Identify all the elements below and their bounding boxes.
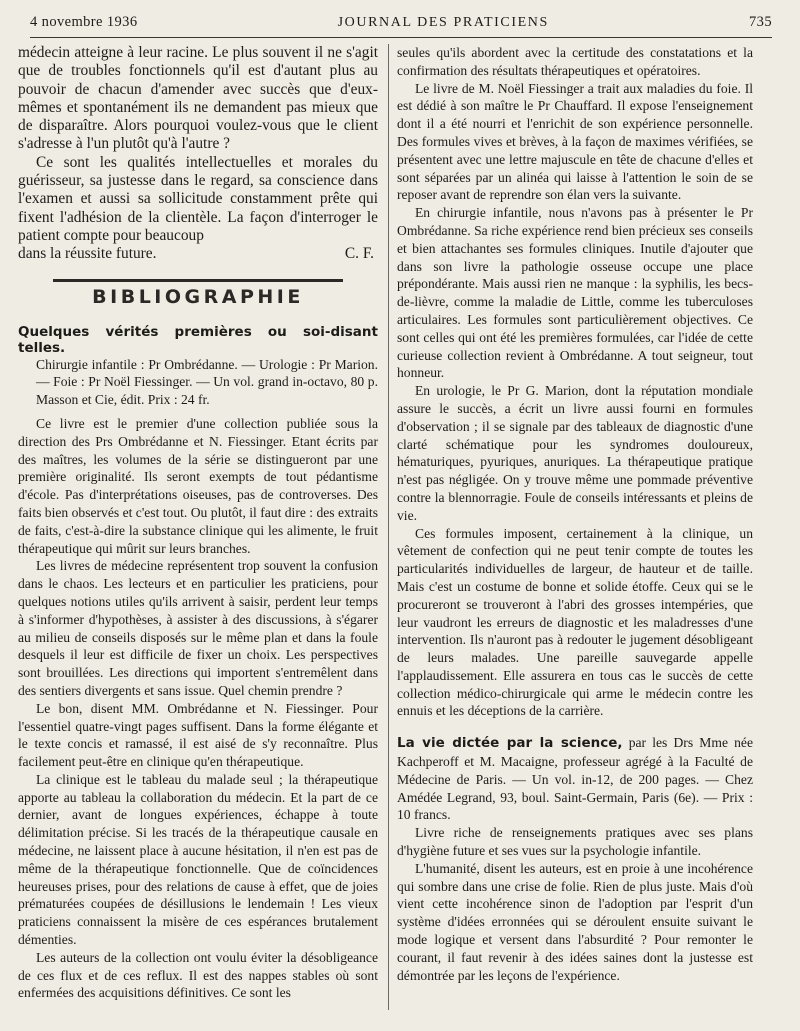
paragraph: Les auteurs de la collection ont voulu éviter la désobligeance de ces flux et de ces reflux. Il est des nappes stables où sont enfermées des acquisitions définitives. Ce sont les	[18, 949, 378, 1001]
paragraph: L'humanité, disent les auteurs, est en proie à une incohérence qui sombre dans une crise de folie. Rien de plus juste. Mais d'où vient cette incohérence sinon de l'adoption par l'esprit d'un système d'idées erronnées qui se déroulent ensuite suivant le mode logique et versent dans l'absurdité ? Pour remonter le courant, il faut revenir à des idées saines dont la justesse est démontrée par les leçons de l'expérience.	[397, 860, 753, 983]
paragraph: Ce livre est le premier d'une collection publiée sous la direction des Prs Ombrédanne et N. Fiessinger. Etant écrits par des maîtres, les volumes de la série se distingueront par une première originalité. Ils seront exempts de tout pédantisme d'école. Pas d'interprétations oiseuses, pas de controverses. Des faits bien observés et c'est tout. Ou plutôt, il faut dire : des extraits de faits, c'est-à-dire la substance clinique qui les alimente, le fruit thérapeutique qui mûrit sur leurs branches.	[18, 415, 378, 556]
paragraph: Livre riche de renseignements pratiques avec ses plans d'hygiène future et ses vues sur la psychologie infantile.	[397, 825, 753, 859]
author-signature: C. F.	[344, 245, 374, 263]
running-header	[30, 14, 772, 38]
left-column	[18, 44, 378, 1002]
paragraph: En urologie, le Pr G. Marion, dont la réputation mondiale assure le succès, a écrit un livre aussi fourni en formules d'observation ; il se signale par des tableaux de diagnostic d'une clarté schématique pour les syndromes douloureux, hématuriques, pyuriques, anuriques. La thérapeutique pratique n'est pas négligée. On y trouve même une pommade préventive contre la blennorragie. Foule de conseils intéressants et pleins de vie.	[397, 383, 753, 523]
paragraph: Ces formules imposent, certainement à la clinique, un vêtement de confection qui ne peut tenir compte de toutes les particularités individuelles de largeur, de hauteur et de taille. Mais c'est un costume de bonne et solide étoffe. Ceux qui se le procureront se trouveront à l'abri des grosses intempéries, que leur vaudront les erreurs de diagnostic et les maladresses d'une intervention. Ils n'auront pas à redouter le jugement désobligeant de leurs malades. Une pareille sauvegarde appelle l'applaudissement. Elle assurera en tous cas le succès de cette collection médico-chirurgicale qui arme le médecin contre les ennuis et les déceptions de la carrière.	[397, 525, 753, 719]
paragraph: seules qu'ils abordent avec la certitude des constatations et la confirmation des résultats thérapeutiques et opératoires.	[397, 45, 753, 78]
paragraph: La clinique est le tableau du malade seul ; la thérapeutique apporte au tableau la collaboration du médecin. Et la part de ce dernier, avant de longues expériences, échappe à toute délimitation précise. Si les tracés de la thérapeutique causale en médecine, ne laissent place à aucune hésitation, il n'en est pas de même de la thérapeutique fonctionnelle. Que de coïncidences heureuses prises, pour des relations de cause à effet, que de joies prématurées coupées de désillusions le lendemain ! Les vieux praticiens connaissent la misère de ces espérances brutalement démenties.	[18, 771, 378, 948]
book-title: Quelques vérités premières ou soi-disant telles.	[18, 323, 378, 356]
header-date: 4 novembre 1936	[30, 14, 138, 30]
paragraph: médecin atteigne à leur racine. Le plus souvent il ne s'agit que de troubles fonctionnels qu'il est d'autant plus au pouvoir de chacun d'amender avec succès que d'eux-mêmes et spontanément ils ne demandent pas mieux que de disparaître. Alors pourquoi voulez-vous que le client s'adresse à l'un plutôt qu'à l'autre ?	[18, 44, 378, 153]
signature-line	[18, 245, 374, 263]
header-page-number: 735	[749, 14, 772, 30]
book-details: par les Drs Mme née Kachperoff et M. Macaigne, professeur agrégé à la Faculté de Médecine de Paris. — Un vol. in-12, de 200 pages. — Chez Amédée Legrand, 93, boul. Saint-Germain, Paris (6e). — Prix : 10 francs.	[397, 735, 753, 823]
section-heading-block	[18, 279, 378, 308]
book-entry-text	[397, 734, 753, 824]
paragraph-end: dans la réussite future.	[18, 245, 157, 263]
section-rule	[53, 279, 343, 282]
paragraph: Le livre de M. Noël Fiessinger a trait aux maladies du foie. Il est dédié à son maître le Pr Chauffard. Il expose l'enseignement dont il a été nourri et l'enrichit de son expérience personnelle. Des formules vives et brèves, à la façon de maximes vérifiées, se présentent avec une lettre majuscule en tête de chacune d'elles et sont séparées par un alinéa qui laisse à l'attention le soin de se reposer avant de reprendre son élan vers la suivante.	[397, 80, 753, 203]
book-entry	[18, 324, 378, 409]
right-column	[397, 44, 753, 984]
paragraph: Le bon, disent MM. Ombrédanne et N. Fiessinger. Pour l'essentiel quatre-vingt pages suffisent. Dans la forme élégante et le texte concis et ramassé, il est aisé de s'y reconnaître. Plus facilement peut-être en clinique qu'en thérapeutique.	[18, 700, 378, 770]
book-entry	[397, 734, 753, 824]
book-details: Chirurgie infantile : Pr Ombrédanne. — Urologie : Pr Marion. — Foie : Pr Noël Fiessinger. — Un vol. grand in-octavo, 80 p. Masson et Cie, édit. Prix : 24 fr.	[36, 356, 378, 408]
section-title: BIBLIOGRAPHIE	[92, 285, 304, 308]
header-journal-title: JOURNAL DES PRATICIENS	[337, 15, 549, 30]
paragraph: Ce sont les qualités intellectuelles et morales du guérisseur, sa justesse dans le regard, sa conscience dans l'examen et aussi sa sollicitude constamment prête qui fixent l'adhésion de la clientèle. La façon d'interroger le patient compte pour beaucoup	[18, 153, 378, 244]
column-divider	[388, 44, 389, 1010]
book-title: La vie dictée par la science,	[397, 735, 623, 752]
paragraph: Les livres de médecine représentent trop souvent la confusion dans le chaos. Les lecteurs et en particulier les praticiens, pour quelques notions utiles qu'ils arrivent à saisir, perdent leur temps à s'informer d'hypothèses, à assister à des discussions, à s'égarer au milieu de conseils disposés sur le même plan et dans la foule desquels il leur est difficile de fixer un choix. Les perspectives sont brouillées. Les directions qui importent s'entremêlent dans des sentiers divergents et sans issue. Quel chemin prendre ?	[18, 558, 378, 698]
paragraph: En chirurgie infantile, nous n'avons pas à présenter le Pr Ombrédanne. Sa riche expérience rend bien précieux ses conseils et bien attachantes ses formules cliniques. Inutile d'ajouter que dans son livre la pathologie osseuse occupe une place prépondérante. Mais aussi rien ne manque : la syphilis, les becs-de-lièvre, comme la maladie de Little, comme les tuberculoses articulaires. Les formules sont particulièrement objectives. Ce sont celles qui ont été les premières formulées, car l'idée de cette curieuse collection revient à Ombrédanne. A tout seigneur, tout honneur.	[397, 205, 753, 381]
